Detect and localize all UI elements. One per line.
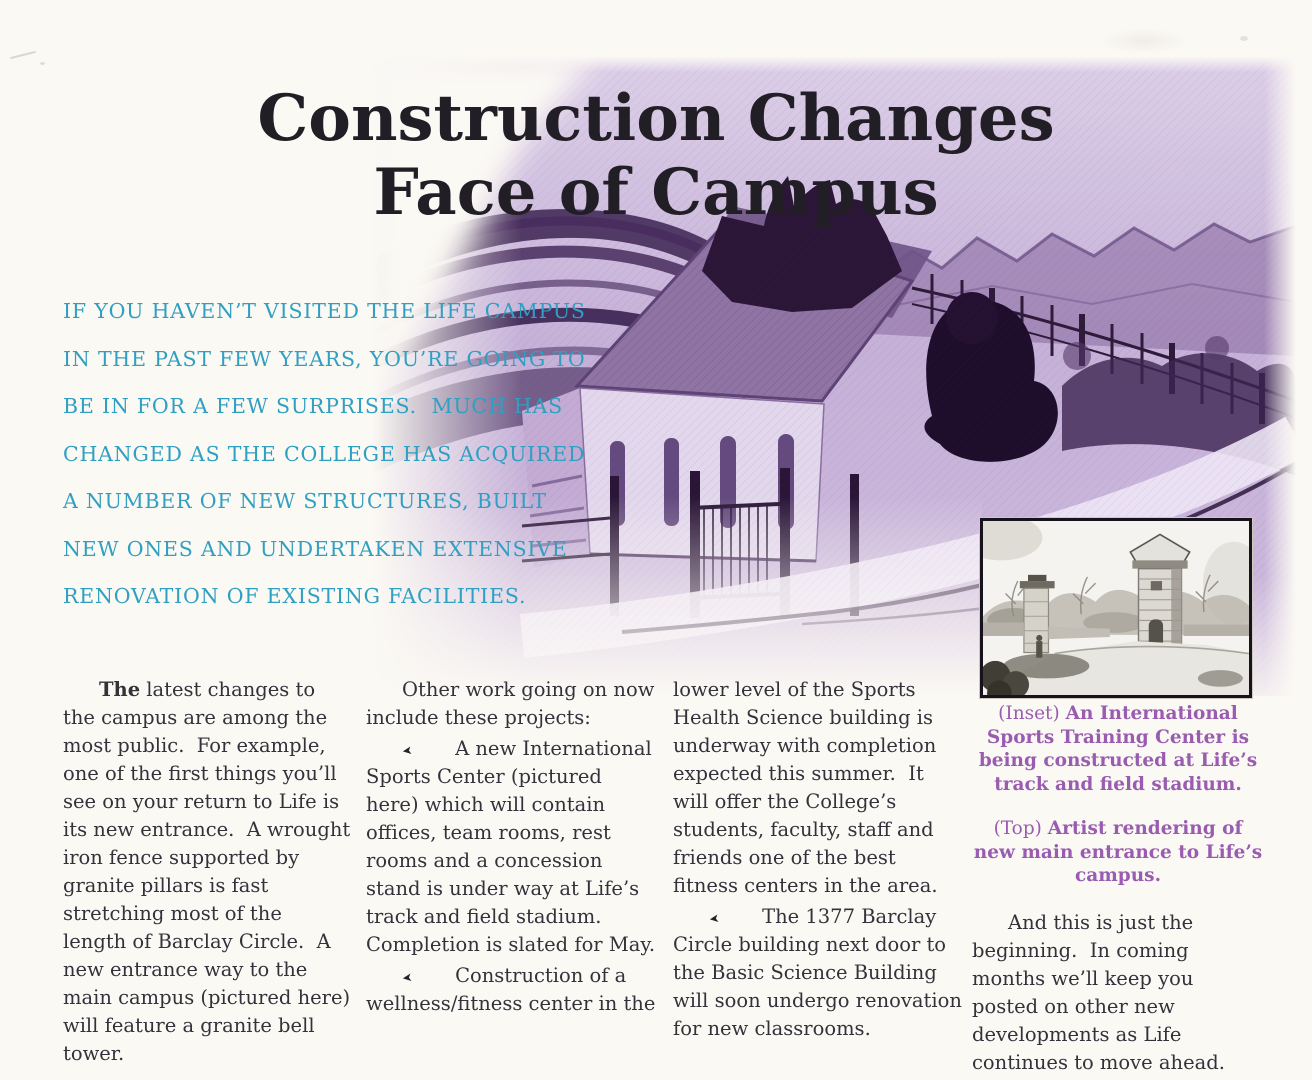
inset-caption: (Inset) An International Sports Training Center is being constructed at Life’s track and field stadium. <box>978 703 1264 795</box>
paragraph: Other work going on now include these projects: <box>366 678 661 729</box>
scan-artifact <box>1098 28 1190 54</box>
paragraph: ➤ The 1377 Barclay Circle building next door to the Basic Science Building will soon undergo renovation for new classrooms. <box>673 905 969 1040</box>
page-title-line1: Construction Changes <box>257 81 1055 156</box>
body-column-3 <box>673 676 969 1046</box>
intro-line: RENOVATION OF EXISTING FACILITIES. <box>63 584 527 608</box>
intro-line: IF YOU HAVEN’T VISITED THE LIFE CAMPUS <box>63 299 586 323</box>
intro-line: CHANGED AS THE COLLEGE HAS ACQUIRED <box>63 441 586 466</box>
lead-word: The <box>99 678 141 701</box>
intro-line: A NUMBER OF NEW STRUCTURES, BUILT <box>63 489 547 513</box>
intro-deck <box>63 299 586 632</box>
paragraph: The latest changes to the campus are among the most public. For example, one of the first things you’ll see on your return to Life is its new entrance. A wrought iron fence supported by granite pillars is fast stretching most of the length of Barclay Circle. A new entrance way to the main campus (pictured here) will feature a granite bell tower. <box>63 678 357 1065</box>
page-title-line2: Face of Campus <box>373 155 939 230</box>
body-column-2 <box>366 676 661 1021</box>
top-caption: (Top) Artist rendering of new main entrance to Life’s campus. <box>973 818 1269 886</box>
body-column-1 <box>63 676 357 1071</box>
inset-image <box>980 518 1252 698</box>
page-title <box>0 82 1312 230</box>
paragraph: And this is just the beginning. In coming months we’ll keep you posted on other new developments as Life continues to move ahead. <box>972 910 1225 1074</box>
paragraph: lower level of the Sports Health Science building is underway with completion expected this summer. It will offer the College’s students, faculty, staff and friends one of the best fitness centers in the area. <box>673 678 943 897</box>
body-column-4 <box>972 702 1269 1080</box>
paragraph: ➤ Construction of a wellness/fitness center in the <box>366 964 656 1015</box>
paragraph: ➤ A new International Sports Center (pictured here) which will contain offices, team rooms, rest rooms and a concession stand is under way at Life’s track and field stadium. Completion is slated for May. <box>366 737 658 956</box>
scan-artifact <box>10 51 36 59</box>
scan-artifact <box>40 62 45 65</box>
arrow-bullet-icon: ➤ <box>401 969 414 986</box>
arrow-bullet-icon: ➤ <box>401 742 414 759</box>
scan-artifact <box>1240 36 1248 41</box>
arrow-bullet-icon: ➤ <box>708 910 721 927</box>
intro-line: BE IN FOR A FEW SURPRISES. MUCH HAS <box>63 394 563 418</box>
intro-line: IN THE PAST FEW YEARS, YOU’RE GOING TO <box>63 346 586 371</box>
intro-line: NEW ONES AND UNDERTAKEN EXTENSIVE <box>63 536 568 561</box>
